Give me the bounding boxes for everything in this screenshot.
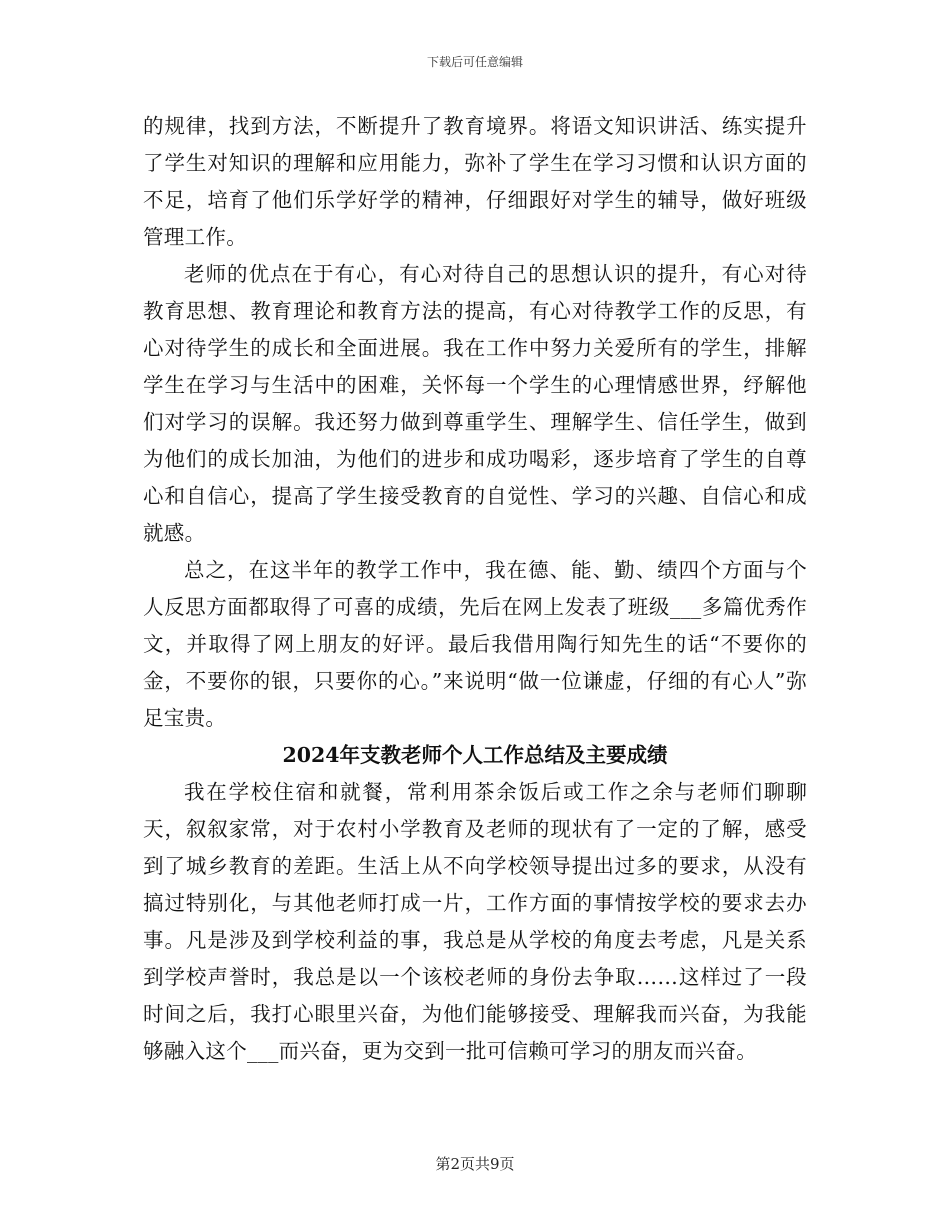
paragraph-school-life: 我在学校住宿和就餐，常利用茶余饭后或工作之余与老师们聊聊天，叙叙家常，对于农村小学教育及老师的现状有了一定的了解，感受到了城乡教育的差距。生活上从不向学校领导提出过多的要求，从没有搞过特别化，与其他老师打成一片，工作方面的事情按学校的要求去办事。凡是涉及到学校利益的事，我总是从学校的角度去考虑，凡是关系到学校声誉时，我总是以一个该校老师的身份去争取……这样过了一段时间之后，我打心眼里兴奋，为他们能够接受、理解我而兴奋，为我能够融入这个___而兴奋，更为交到一批可信赖可学习的朋友而兴奋。	[143, 780, 807, 1063]
page-number: 第2页共9页	[435, 1155, 515, 1173]
section-title: 2024年支教老师个人工作总结及主要成绩	[282, 743, 668, 767]
document-body	[143, 108, 807, 1070]
page-header-note: 下载后可任意编辑	[426, 55, 523, 69]
paragraph-conclusion: 总之，在这半年的教学工作中，我在德、能、勤、绩四个方面与个人反思方面都取得了可喜的成绩，先后在网上发表了班级___多篇优秀作文，并取得了网上朋友的好评。最后我借用陶行知先生的话“不要你的金，不要你的银，只要你的心。”来说明“做一位谦虚，仔细的有心人”弥足宝贵。	[143, 558, 807, 730]
paragraph-teacher-qualities: 老师的优点在于有心，有心对待自己的思想认识的提升，有心对待教育思想、教育理论和教育方法的提高，有心对待教学工作的反思，有心对待学生的成长和全面进展。我在工作中努力关爱所有的学生，排解学生在学习与生活中的困难，关怀每一个学生的心理情感世界，纾解他们对学习的误解。我还努力做到尊重学生、理解学生、信任学生，做到为他们的成长加油，为他们的进步和成功喝彩，逐步培育了学生的自尊心和自信心，提高了学生接受教育的自觉性、学习的兴趣、自信心和成就感。	[143, 262, 807, 545]
paragraph-continuation: 的规律，找到方法，不断提升了教育境界。将语文知识讲活、练实提升了学生对知识的理解和应用能力，弥补了学生在学习习惯和认识方面的不足，培育了他们乐学好学的精神，仔细跟好对学生的辅导，做好班级管理工作。	[143, 114, 807, 249]
